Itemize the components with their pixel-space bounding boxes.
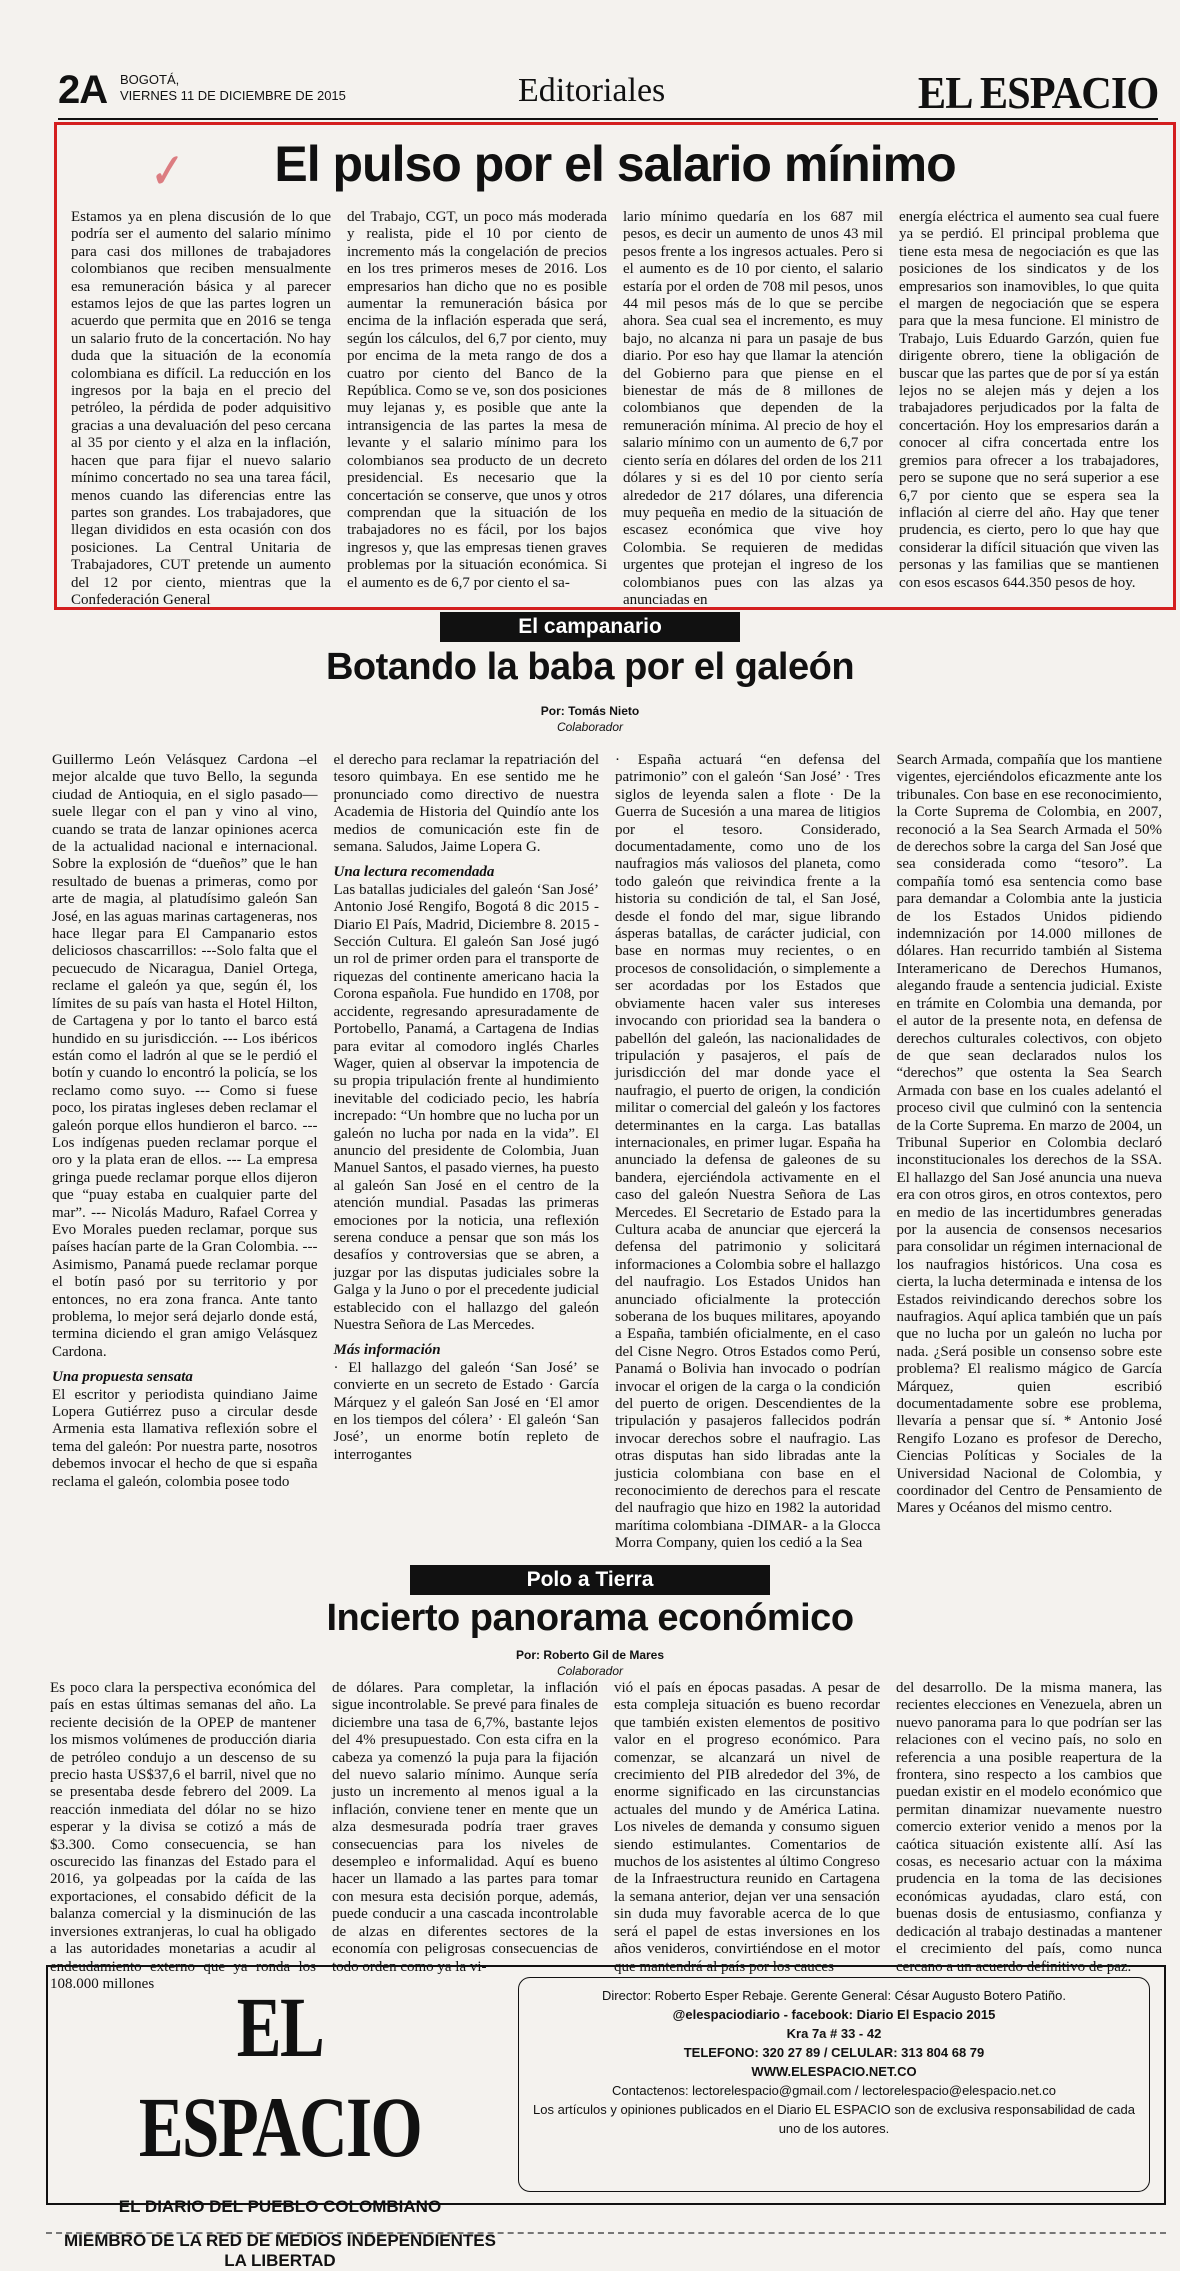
editorial-body <box>71 209 1159 608</box>
byline-polo: Por: Roberto Gil de Mares <box>515 1648 665 1662</box>
campanario-column-1 <box>52 752 318 1632</box>
campanario-column-2 <box>334 752 600 1632</box>
footer-contact-block <box>518 1977 1150 2192</box>
editorial-column-1 <box>71 209 331 608</box>
footer-logo: EL ESPACIO <box>138 1979 422 2175</box>
footer-director: Director: Roberto Esper Rebaje. Gerente General: César Augusto Botero Patiño. <box>602 1988 1066 2003</box>
page-edge-rule <box>46 2232 1166 2244</box>
section-tag-polo: Polo a Tierra <box>410 1565 770 1595</box>
campanario-text: · El hallazgo del galeón ‘San José’ se convierte en un secreto de Estado · García Márquez y el galeón San José en ‘El amor en los tiempos del cólera’ · El galeón ‘San José’, un enorme botín repleto de interrogantes <box>333 1359 599 1463</box>
polo-text: del desarrollo. De la misma manera, las recientes elecciones en Venezuela, abren un nuevo panorama para lo que podrían ser las relaciones con el vecino país, no solo en referencia a una posible reapertura de la frontera, sino respecto a los cambios que puedan existir en el modelo económico que permitan dinamizar nuevamente nuestro comercio exterior venido a menos por la caótica situación existente allí. Así las cosas, es necesario actuar con la máxima prudencia en la toma de las decisiones económicas ayudadas, claro está, con buenas dosis de entusiasmo, confianza y dedicación al trabajo destinadas a mantener el crecimiento del país, como nunca cercano a un acuerdo definitivo de paz. <box>896 1680 1162 1975</box>
dateline-date: VIERNES 11 DE DICIEMBRE DE 2015 <box>120 88 346 103</box>
subheading: Una propuesta sensata <box>52 1369 193 1386</box>
newspaper-logo: EL ESPACIO <box>917 67 1158 118</box>
masthead <box>58 66 1158 118</box>
editorial-box <box>54 122 1176 610</box>
polo-text: vió el país en épocas pasadas. A pesar de esta compleja situación es bueno recordar que también existen elementos de positivo valor en el progreso económico. Para comenzar, se alcanzará un nivel de crecimiento del PIB alrededor del 3%, de enorme significado en las circunstancias actuales del mundo y de América Latina. Los niveles de demanda y consumo siguen siendo estimulantes. Comentarios de muchos de los asistentes al último Congreso de la Infraestructura reunido en Cartagena la semana anterior, dejan ver una sensación sin duda muy favorable acerca de lo que será el papel de estas inversiones en los años venideros, convirtiéndose en el motor que mantendrá al país por los cauces <box>614 1680 880 1975</box>
campanario-body <box>52 752 1162 1632</box>
red-stamp-mark: ✓ <box>142 146 186 198</box>
footer-disclaimer: Los artículos y opiniones publicados en el Diario EL ESPACIO son de exclusiva responsabilidad de cada uno de los autores. <box>533 2102 1135 2136</box>
article-title-polo: Incierto panorama económico <box>326 1597 854 1639</box>
byline-role-polo: Colaborador <box>556 1664 624 1678</box>
editorial-text: Estamos ya en plena discusión de lo que podría ser el aumento del salario mínimo para casi dos millones de trabajadores colombianos que reciben mensualmente esa remuneración básica y al parecer estamos lejos de que las partes logren un acuerdo que permita que en 2016 se tenga un salario fruto de la concertación. No hay duda que la situación de la economía colombiana es difícil. La reducción en los ingresos por la baja en el precio del petróleo, la pérdida de poder adquisitivo gracias a una devaluación del peso cercana al 35 por ciento y el alza en la inflación, hacen que para fijar el nuevo salario mínimo concertado no sea una tarea fácil, menos cuando las diferencias entre las partes son grandes. Los trabajadores, que llegan divididos en esta ocasión con dos posiciones. La Central Unitaria de Trabajadores, CUT pretende un aumento del 12 por ciento, mientras que la Confederación General <box>71 209 331 608</box>
footer-brand-block <box>60 1977 500 2270</box>
header-rule <box>58 118 1158 120</box>
subheading: Más información <box>333 1342 441 1359</box>
section-tag-campanario: El campanario <box>440 612 740 642</box>
campanario-text: el derecho para reclamar la repatriación del tesoro quimbaya. En ese sentido me he pronunciado como directivo de nuestra Academia de Historia del Quindío ante los medios de comunicación este fin de semana. Saludos, Jaime Lopera G. <box>333 752 599 856</box>
footer-tagline: EL DIARIO DEL PUEBLO COLOMBIANO <box>118 2197 442 2216</box>
footer-address: Kra 7a # 33 - 42 <box>786 2026 882 2041</box>
footer-social: @elespaciodiario - facebook: Diario El Espacio 2015 <box>672 2007 996 2022</box>
polo-text: Es poco clara la perspectiva económica del país en estas últimas semanas del año. La reciente decisión de la OPEP de mantener los mismos volúmenes de producción diaria de petróleo condujo a un descenso de su precio hasta US$37,6 el barril, nivel que no se presentaba desde febrero del 2009. La reacción inmediata del dólar no se hizo esperar y la divisa se cotizó a más de $3.300. Como consecuencia, se han oscurecido las finanzas del Estado para el 2016, ya golpeadas por la caída de las exportaciones, el consabido déficit de la balanza comercial y la disminución de las inversiones extranjeras, lo cual ha obligado a las autoridades monetarias a acudir al endeudamiento externo que ya ronda los 108.000 millones <box>50 1680 316 1992</box>
footer-box <box>46 1965 1166 2270</box>
footer-phone: TELEFONO: 320 27 89 / CELULAR: 313 804 68 79 <box>683 2045 985 2060</box>
campanario-column-4 <box>897 752 1163 1632</box>
footer-website: WWW.ELESPACIO.NET.CO <box>751 2064 917 2079</box>
section-title: Editoriales <box>518 72 666 109</box>
article-title-campanario: Botando la baba por el galeón <box>325 646 855 688</box>
editorial-text: del Trabajo, CGT, un poco más moderada y realista, pide el 10 por ciento de incremento más la congelación de precios en los tres primeros meses de 2016. Los empresarios han dicho que no es posible aumentar la remuneración básica por encima de la inflación esperada que será, según los cálculos, del 6,7 por ciento, muy por encima de la meta rango de dos a cuatro por ciento del Banco de la República. Como se ve, son dos posiciones muy lejanas y, es posible que ante la intransigencia de las partes la mesa de levante y el salario mínimo para los colombianos sea producto de un decreto presidencial. Es necesario que la concertación se conserve, que unos y otros comprendan que la situación de los trabajadores no es fácil, por los bajos ingresos y, que las empresas tienen graves problemas por la situación económica. Si el aumento es de 6,7 por ciento el sa- <box>347 209 607 591</box>
subheading: Una lectura recomendada <box>333 864 495 881</box>
editorial-column-2 <box>347 209 607 605</box>
campanario-text: Las batallas judiciales del galeón ‘San José’ Antonio José Rengifo, Bogotá 8 dic 2015 - Diario El País, Madrid, Diciembre 8. 2015 - Sección Cultura. El galeón San José jugó un rol de primer orden para el transporte de riquezas del continente americano hacia la Corona española. Fue hundido en 1708, por accidente, regresando apresuradamente de Portobello, Panamá, a Cartagena de Indias para evitar al comodoro inglés Charles Wager, quien al observar la impotencia de su propia tripulación frente al hundimiento inevitable del codiciado pecio, les habría increpado: “Un hombre que no lucha por un galeón no lucha por nada en la vida”. El anuncio del presidente de Colombia, Juan Manuel Santos, el pasado viernes, ha puesto al galeón San José en el centro de la atención mundial. Pasadas las primeras emociones por la noticia, una reflexión serena conduce a pensar que son más los desafíos y controversias que se abren, a juzgar por las disputas judiciales sobre la Galga y la Juno o por el precedente judicial establecido con el hallazgo del galeón Nuestra Señora de Las Mercedes. <box>333 881 599 1333</box>
footer-membership: MIEMBRO DE LA RED DE MEDIOS INDEPENDIENTES LA LIBERTAD <box>64 2231 496 2270</box>
campanario-column-3 <box>615 752 881 1632</box>
editorial-column-3 <box>623 209 883 608</box>
page-number: 2A <box>58 68 108 112</box>
polo-column-4 <box>896 1680 1162 1975</box>
campanario-text: Guillermo León Velásquez Cardona –el mejor alcalde que tuvo Bello, la segunda ciudad de Antioquia, en el siglo pasado—suele llegar con el pan y vino al vino, cuando se trata de lanzar opiniones acerca de la actualidad nacional e internacional. Sobre la explosión de “dueños” que le han resultado de buenas a primeras, como por arte de magia, al platudísimo galeón San José, en las aguas marinas cartageneras, nos hace llegar para El Campanario estos deliciosos chascarrillos: ---Solo falta que el pecuecudo de Nicaragua, Daniel Ortega, reclame el galeón ya que, según él, los límites de su país van hasta el Hotel Hilton, de Cartagena y por lo tanto el barco está hundido en su jurisdicción. --- Los ibéricos están como el ladrón al que se le perdió el botín y cuando lo encontró la policía, se los reclamo como suyo. --- Como si fuese poco, los piratas ingleses deben reclamar el galeón porque ellos hundieron el barco. --- Los indígenas pueden reclamar porque el oro y la plata eran de ellos. --- La empresa gringa puede reclamar porque ellos dijeron que “puay estaba en cualquier parte del mar”. --- Nicolás Maduro, Rafael Correa y Evo Morales pueden reclamar, porque sus países hacían parte de la Gran Colombia. --- Asimismo, Panamá puede reclamar porque el botín pasó por su territorio y por entonces, no era zona franca. Ante tanto problema, lo mejor será dejarlo donde está, termina diciendo el gran amigo Velásquez Cardona. <box>52 752 318 1360</box>
campanario-text: Search Armada, compañía que los mantiene vigentes, ejerciéndolos eficazmente ante los tribunales. Con base en ese reconocimiento, la Corte Suprema de Colombia, en 2007, reconoció a la Sea Search Armada el 50% de derechos sobre la carga del San José que sea considerada como “tesoro”. La compañía tomó esa sentencia como base para demandar a Colombia ante la justicia de los Estados Unidos pidiendo indemnización por 14.000 millones de dólares. Han recurrido también al Sistema Interamericano de Derechos Humanos, alegando fraude a sentencia judicial. Existe en trámite en Colombia una demanda, por el autor de la presente nota, en defensa de derechos culturales colectivos, con objeto de que sean declarados nulos los “derechos” que ostenta la Sea Search Armada con base en los cuales adelantó el proceso civil que culminó con la sentencia de la Corte Suprema. En marzo de 2004, un Tribunal Superior en Colombia declaró inconstitucionales los derechos de la SSA. El hallazgo del San José anuncia una nueva era con otros giros, en otros contextos, pero en medio de las incertidumbres generadas por la ausencia de consensos necesarios para consolidar un régimen internacional de los naufragios históricos. Una cosa es cierta, la lucha determinada e intensa de los Estados reivindicando derechos sobre los naufragios. Aquí aplica también que un país que no lucha por un galeón no lucha por nada. ¿Será posible un consenso sobre este problema? El realismo mágico de García Márquez, quien escribió documentadamente sobre ese problema, llevaría a pensar que sí. * Antonio José Rengifo Lozano es profesor de Derecho, Ciencias Políticas y Sociales de la Universidad Nacional de Colombia, y coordinador del Centro de Pensamiento de Mares y Océanos del mismo centro. <box>896 752 1162 1517</box>
polo-column-2 <box>332 1680 598 1975</box>
polo-body <box>50 1680 1162 1992</box>
editorial-title: El pulso por el salario mínimo <box>274 136 956 192</box>
byline-campanario: Por: Tomás Nieto <box>540 704 640 718</box>
campanario-text: El escritor y periodista quindiano Jaime Lopera Gutiérrez puso a circular desde Armenia esta llamativa reflexión sobre el tema del galeón: Por nuestra parte, nosotros debemos invocar el hecho de que si españa reclama el galeón, colombia posee todo <box>52 1386 318 1490</box>
footer-contacts: Contactenos: lectorelespacio@gmail.com / lectorelespacio@elespacio.net.co <box>611 2083 1057 2098</box>
polo-column-1 <box>50 1680 316 1992</box>
dateline-city: BOGOTÁ, <box>120 72 180 87</box>
campanario-text: · España actuará “en defensa del patrimonio” con el galeón ‘San José’ · Tres siglos de leyenda salen a flote · De la Guerra de Sucesión a una marea de litigios por el tesoro. Considerado, documentadamente, como uno de los naufragios más valiosos del planeta, como todo galeón que reivindica frente a la historia su condición de tal, el San José, desde el fondo del mar, sigue librando ásperas batallas, de carácter judicial, con base en normas muy recientes, o en procesos de consolidación, o simplemente a ser acordadas por los Estados que obviamente hacen valer sus intereses invocando con prioridad sea la bandera o pabellón del galeón, las nacionalidades de tripulación y pasajeros, el país de jurisdicción del mar donde yace el naufragio, el puerto de origen, la condición militar o comercial del galeón y los factores determinantes en la carga. Las batallas internacionales, en primer lugar. España ha anunciado la defensa de galeones de su bandera, ejerciéndola activamente en el caso del galeón Nuestra Señora de Las Mercedes. El Secretario de Estado para la Cultura acaba de anunciar que ejercerá la defensa del patrimonio y solicitará informaciones a Colombia sobre el hallazgo del naufragio. Los Estados Unidos han anunciado oficialmente la protección soberana de los buques militares, apoyando a España, también oficialmente, en el caso del Cisne Negro. Otros Estados como Perú, Panamá o Bolivia han invocado o podrían invocar el origen de la carga o la condición del puerto de origen. Descendientes de la tripulación y pasajeros fallecidos podrán invocar derechos sobre el naufragio. Las otras disputas han sido libradas ante la justicia colombiana con base en el reconocimiento de derechos para el rescate del naufragio que hizo en 1982 la autoridad marítima colombiana -DIMAR- a la Glocca Morra Company, quien los cedió a la Sea <box>615 752 881 1552</box>
byline-role-campanario: Colaborador <box>556 720 624 734</box>
editorial-column-4 <box>899 209 1159 605</box>
editorial-text: energía eléctrica el aumento sea cual fuere ya se perdió. El principal problema que tiene esta mesa de negociación es que las posiciones de los sindicatos y de los empresarios son inamovibles, lo que quita el margen de negociación que se espera para que la mesa funcione. El ministro de Trabajo, Luis Eduardo Garzón, quien fue dirigente obrero, tiene la obligación de buscar que las partes que de por sí ya están lejos no se alejen más y dejen a los trabajadores perjudicados por la falta de concertación. Hoy los empresarios darán a conocer al cifra concertada entre los gremios para ofrecer a los trabajadores, pero se supone que no será superior a ese 6,7 por ciento que se espera sea la inflación al cierre del año. Hay que tener prudencia, es cierto, pero lo que hay que considerar la difícil situación que viven las personas y las familias que se mantienen con esos escasos 644.350 pesos de hoy. <box>899 209 1159 591</box>
polo-column-3 <box>614 1680 880 1975</box>
editorial-text: lario mínimo quedaría en los 687 mil pesos, es decir un aumento de unos 43 mil pesos frente a los ingresos actuales. Pero si el aumento es de 10 por ciento, el salario estaría por el orden de 708 mil pesos, unos 44 mil pesos más de lo que se percibe ahora. Sea cual sea el incremento, es muy bajo, no alcanza ni para un pasaje de bus diario. Por eso hay que llamar la atención del Gobierno para que piense en el bienestar de más de 8 millones de colombianos que dependen de la remuneración mínima. Al precio de hoy el salario mínimo con un aumento de 6,7 por ciento sería en dólares del orden de los 211 dólares y si es del 10 por ciento sería alrededor de 217 dólares, una diferencia muy pequeña en medio de la situación de escasez económica que vive hoy Colombia. Se requieren de medidas urgentes que protejan el ingreso de los colombianos pues con las alzas ya anunciadas en <box>623 209 883 608</box>
dateline <box>120 72 346 104</box>
polo-text: de dólares. Para completar, la inflación sigue incontrolable. Se prevé para finales de diciembre una tasa de 6,7%, bastante lejos del 4% presupuestado. Con esta cifra en la cabeza ya comenzó la puja para la fijación del nuevo salario mínimo. Aunque sería justo un incremento al menos igual a la inflación, conviene tener en mente que un alza desmesurada podría traer graves consecuencias para los niveles de desempleo e informalidad. Aquí es bueno hacer un llamado a las partes para tomar con mesura esta decisión porque, además, puede conducir a una cascada incontrolable de alzas en diferentes sectores de la economía con peligrosas consecuencias de todo orden como ya la vi- <box>332 1680 598 1975</box>
